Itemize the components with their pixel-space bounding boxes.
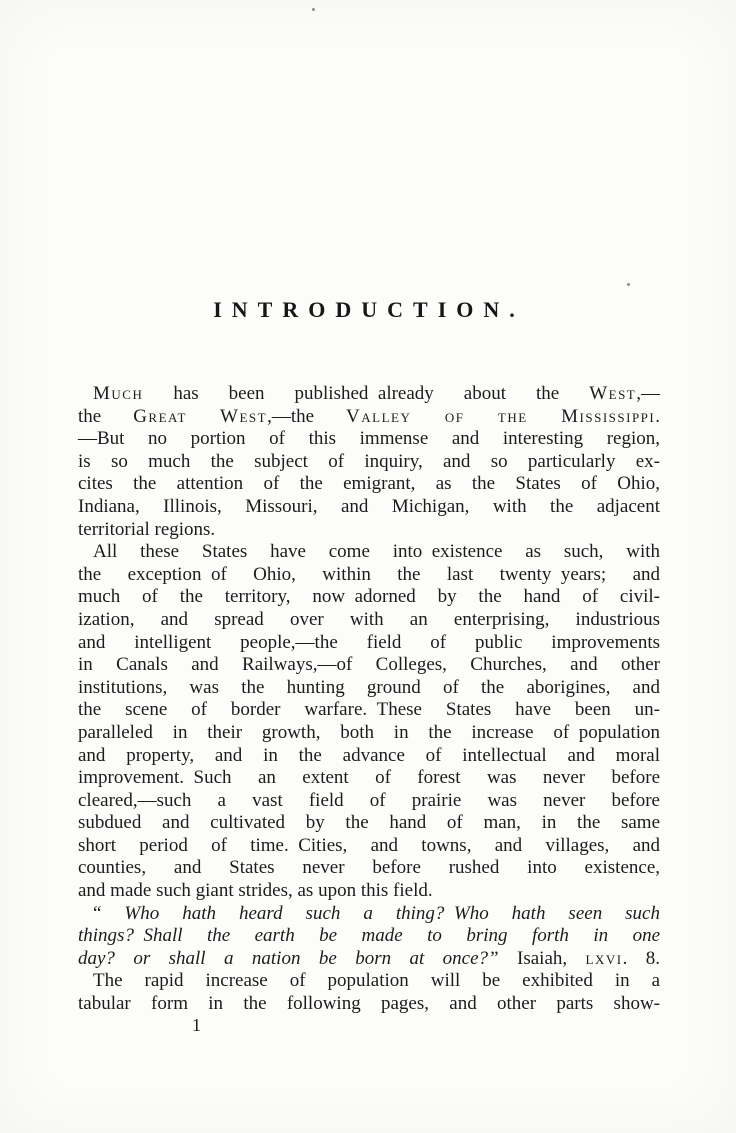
body-text: and property, and in the advance of intellectual and moral	[78, 744, 660, 766]
body-text: ,—	[636, 383, 660, 404]
text-line	[78, 451, 660, 474]
body-text: paralleled in their growth, both in the increase of population	[78, 721, 660, 743]
text-line	[78, 970, 660, 993]
text-line	[78, 632, 660, 655]
text-line	[78, 993, 660, 1016]
body-text: improvement. Such an extent of forest was never before	[78, 767, 660, 789]
text-line	[78, 948, 660, 971]
text-line	[78, 880, 660, 903]
body-text: The rapid increase of population will be exhibited in a	[93, 970, 660, 992]
text-line	[78, 812, 660, 835]
text-line	[78, 790, 660, 813]
body-text: counties, and States never before rushed into existence,	[78, 857, 660, 879]
text-line	[78, 383, 660, 406]
text-line	[78, 496, 660, 519]
body-text: . 8.	[622, 947, 660, 969]
scan-artifact-dot	[312, 8, 315, 11]
body-text: in Canals and Railways,—of Colleges, Churches, and other	[78, 654, 660, 676]
text-line	[78, 677, 660, 700]
text-line	[78, 699, 660, 722]
italic-text: Who hath heard such a thing? Who hath seen such	[124, 902, 660, 924]
small-caps-text: lxvi	[585, 947, 623, 969]
body-text: territorial regions.	[78, 518, 216, 540]
page-title: INTRODUCTION.	[213, 297, 525, 322]
text-line	[78, 428, 660, 451]
italic-text: things? Shall the earth be made to bring forth in one	[78, 925, 660, 947]
body-text: the exception of Ohio, within the last twenty years; and	[78, 563, 660, 585]
body-text: All these States have come into existence as such, with	[93, 541, 660, 563]
small-caps-text: West	[589, 383, 637, 404]
small-caps-text: Great West	[133, 405, 268, 427]
text-line	[78, 767, 660, 790]
text-line	[78, 406, 660, 429]
text-line	[78, 745, 660, 768]
small-caps-text: Much	[93, 383, 144, 404]
body-text: tabular form in the following pages, and other parts show-	[78, 993, 660, 1015]
body-text: Indiana, Illinois, Missouri, and Michigan, with the adjacent	[78, 495, 660, 517]
text-line	[78, 541, 660, 564]
body-text: —But no portion of this immense and interesting region,	[78, 428, 660, 450]
body-text: ,—the	[267, 405, 347, 427]
page-number: 1	[192, 1015, 201, 1035]
body-text: much of the territory, now adorned by the hand of civil-	[78, 586, 660, 608]
scan-artifact-dot	[627, 283, 630, 286]
body-text: Isaiah,	[517, 947, 586, 969]
small-caps-text: Valley of the Mississippi	[346, 405, 656, 427]
body-text: cleared,—such a vast field of prairie was never before	[78, 789, 660, 811]
text-line	[78, 925, 660, 948]
body-text: ization, and spread over with an enterprising, industrious	[78, 608, 660, 630]
italic-text: day? or shall a nation be born at once?”	[78, 947, 518, 969]
text-line	[78, 564, 660, 587]
body-text: “	[93, 902, 125, 924]
body-text: subdued and cultivated by the hand of man, in the same	[78, 812, 660, 834]
body-text: cites the attention of the emigrant, as the States of Ohio,	[78, 473, 660, 495]
text-line	[78, 519, 660, 542]
text-line	[78, 835, 660, 858]
body-text: is so much the subject of inquiry, and so particularly ex-	[78, 450, 660, 472]
text-line	[78, 609, 660, 632]
body-text: short period of time. Cities, and towns, and villages, and	[78, 834, 660, 856]
body-text: the scene of border warfare. These States have been un-	[78, 699, 660, 721]
text-line	[78, 857, 660, 880]
body-text: and made such giant strides, as upon this field.	[78, 880, 433, 902]
text-line	[78, 473, 660, 496]
text-line	[78, 903, 660, 926]
text-line	[78, 654, 660, 677]
text-line	[78, 722, 660, 745]
body-text: institutions, was the hunting ground of the aborigines, and	[78, 676, 660, 698]
body-text: has been published already about the	[143, 383, 590, 404]
body-text: and intelligent people,—the field of public improvements	[78, 631, 660, 653]
body-text: .	[655, 405, 660, 427]
text-line	[78, 586, 660, 609]
body-text: the	[78, 405, 134, 427]
text-block	[78, 383, 660, 1016]
